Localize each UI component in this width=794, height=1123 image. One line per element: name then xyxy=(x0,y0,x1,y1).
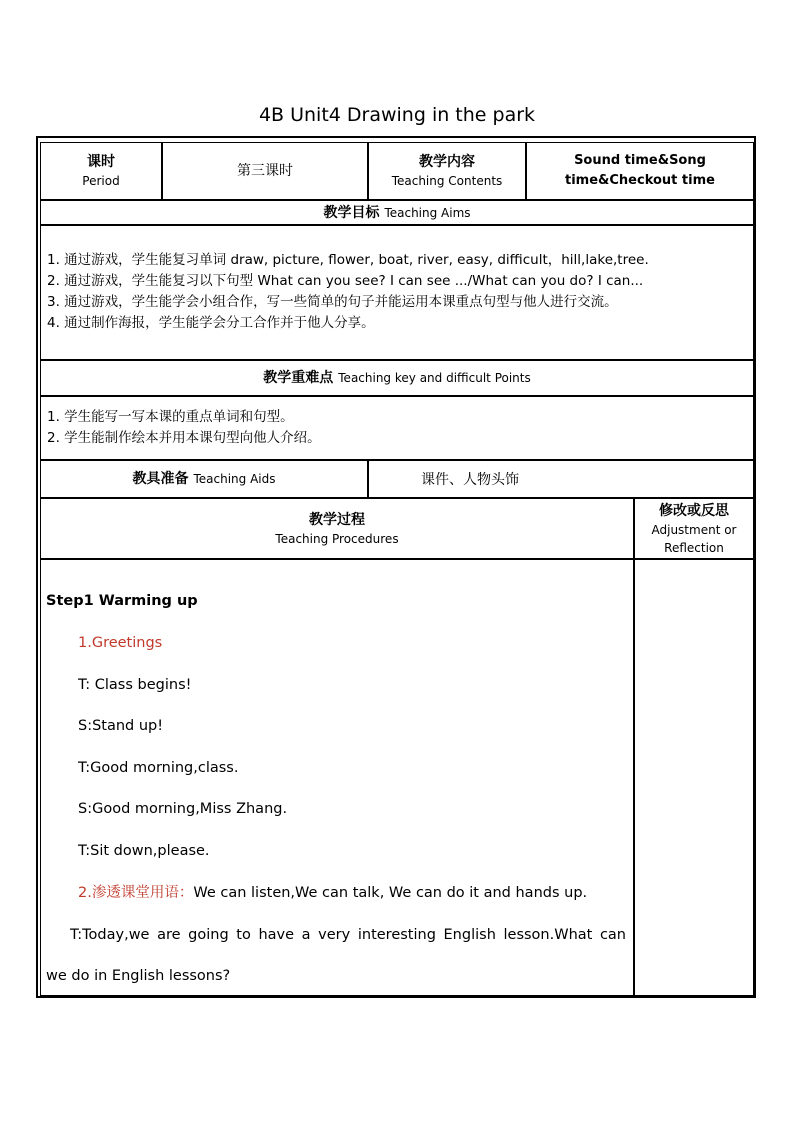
keypoints-heading-zh: 教学重难点 xyxy=(263,370,334,386)
reflection-heading-en-2: Reflection xyxy=(664,540,724,555)
reflection-content-cell xyxy=(634,559,754,996)
aims-heading-en: Teaching Aims xyxy=(384,205,471,220)
dialogue-line: T:Today,we are going to have a very interesting English lesson.What can xyxy=(70,927,626,943)
classroom-language-label: 2.渗透课堂用语： xyxy=(78,885,194,901)
document-title: 4B Unit4 Drawing in the park xyxy=(258,104,536,126)
dialogue-line: T:Good morning,class. xyxy=(78,760,239,776)
contents-label-zh: 教学内容 xyxy=(419,154,475,170)
aids-label-en: Teaching Aids xyxy=(193,472,276,486)
aim-item: 1. 通过游戏，学生能复习单词 draw, picture, flower, boat, river, easy, difficult，hill,lake,tree. xyxy=(47,252,649,268)
classroom-language-line xyxy=(78,883,587,903)
reflection-heading-zh: 修改或反思 xyxy=(659,502,729,519)
aims-content-cell xyxy=(40,225,754,360)
aids-value-cell xyxy=(368,460,754,498)
keypoints-heading-cell xyxy=(40,360,754,396)
reflection-heading-en-1: Adjustment or xyxy=(651,522,737,537)
aim-item: 4. 通过制作海报，学生能学会分工合作并于他人分享。 xyxy=(47,315,375,331)
keypoint-item: 2. 学生能制作绘本并用本课句型向他人介绍。 xyxy=(47,430,321,446)
step1-heading: Step1 Warming up xyxy=(46,593,198,609)
procedures-heading-en: Teaching Procedures xyxy=(275,531,399,546)
period-value: 第三课时 xyxy=(237,163,293,179)
dialogue-line: T:Sit down,please. xyxy=(78,843,210,859)
aids-label-zh: 教具准备 xyxy=(132,471,189,487)
period-label-en: Period xyxy=(82,174,120,188)
contents-value-cell xyxy=(526,142,754,200)
keypoints-content-cell xyxy=(40,396,754,460)
contents-value-line2: time&Checkout time xyxy=(565,173,715,188)
contents-label-en: Teaching Contents xyxy=(391,174,503,188)
aims-list xyxy=(47,250,649,334)
aims-heading-cell xyxy=(40,200,754,225)
lesson-plan-table xyxy=(36,136,756,998)
aim-item: 3. 通过游戏，学生能学会小组合作，写一些简单的句子并能运用本课重点句型与他人进行交流。 xyxy=(47,294,618,310)
aims-heading-zh: 教学目标 xyxy=(323,204,380,221)
period-value-cell xyxy=(162,142,368,200)
dialogue-line: T: Class begins! xyxy=(78,677,192,693)
dialogue-line: we do in English lessons? xyxy=(46,968,231,984)
reflection-heading-cell xyxy=(634,498,754,559)
aids-value: 课件、人物头饰 xyxy=(421,472,519,488)
keypoint-item: 1. 学生能写一写本课的重点单词和句型。 xyxy=(47,409,294,425)
contents-value-line1: Sound time&Song xyxy=(574,153,706,168)
dialogue-line: S:Stand up! xyxy=(78,718,164,734)
classroom-language-text: We can listen,We can talk, We can do it and hands up. xyxy=(193,885,588,901)
period-label-cell xyxy=(40,142,162,200)
aim-item: 2. 通过游戏，学生能复习以下句型 What can you see? I can see .../What can you do? I can... xyxy=(47,273,644,289)
keypoints-heading-en: Teaching key and difficult Points xyxy=(338,371,531,385)
procedures-heading-zh: 教学过程 xyxy=(309,511,365,528)
contents-label-cell xyxy=(368,142,526,200)
aids-label-cell xyxy=(40,460,368,498)
keypoints-list xyxy=(47,407,321,449)
greetings-heading: 1.Greetings xyxy=(78,635,163,651)
dialogue-line: S:Good morning,Miss Zhang. xyxy=(78,801,288,817)
procedures-heading-cell xyxy=(40,498,634,559)
period-label-zh: 课时 xyxy=(87,154,115,170)
